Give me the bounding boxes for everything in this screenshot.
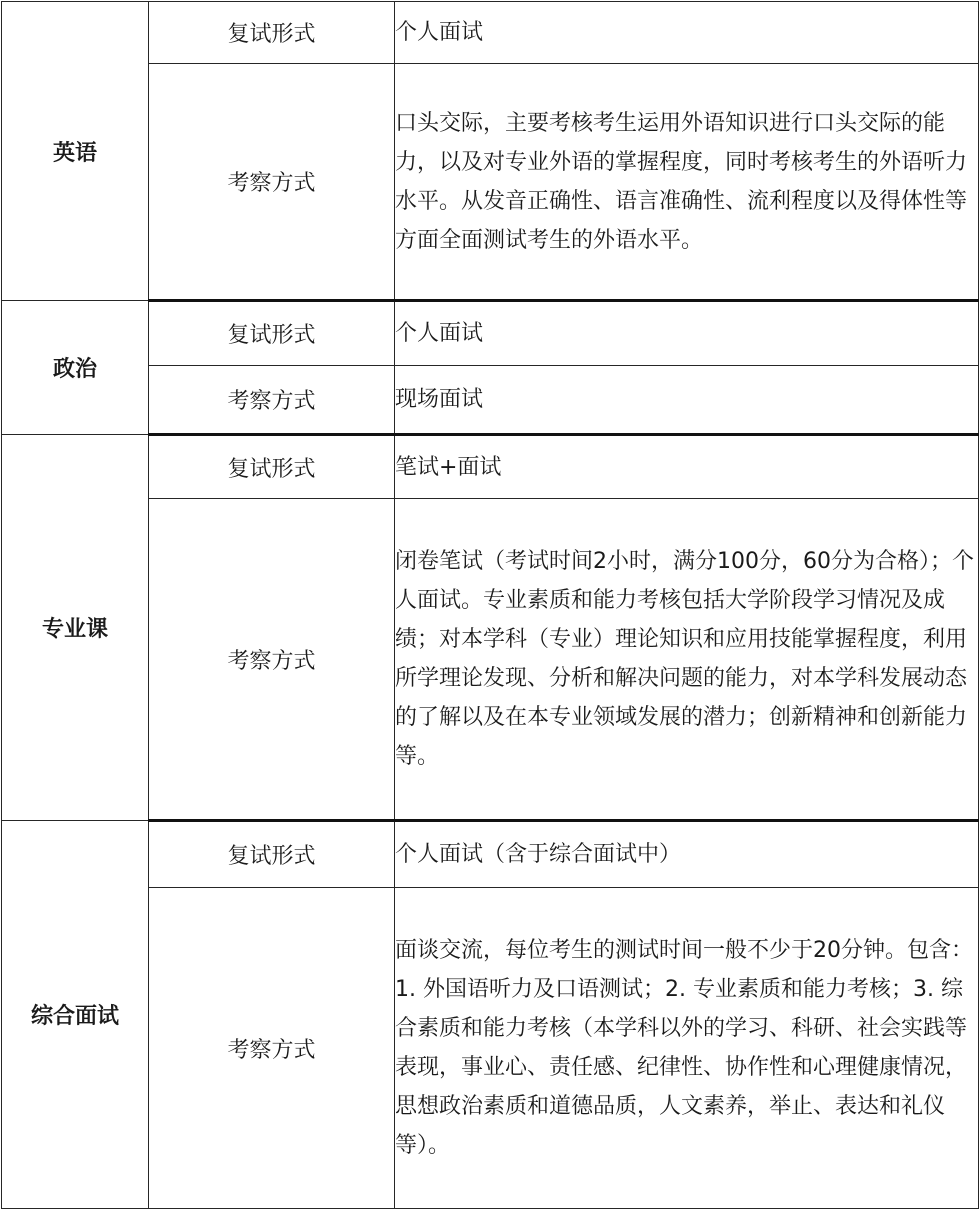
- row-value: 个人面试: [395, 301, 979, 366]
- row-label: 复试形式: [149, 2, 395, 64]
- row-value: 个人面试: [395, 2, 979, 64]
- subject-cell-major: 专业课: [2, 435, 149, 821]
- row-label: 考察方式: [149, 366, 395, 435]
- subject-cell-politics: 政治: [2, 301, 149, 435]
- table-row: [2, 499, 979, 821]
- table-row: [2, 888, 979, 1209]
- row-label: 复试形式: [149, 435, 395, 499]
- row-value: 笔试+面试: [395, 435, 979, 499]
- row-label: 复试形式: [149, 821, 395, 888]
- row-value: 个人面试（含于综合面试中）: [395, 821, 979, 888]
- table-row: [2, 821, 979, 888]
- table-row: [2, 301, 979, 366]
- table-row: [2, 366, 979, 435]
- table-row: [2, 435, 979, 499]
- exam-requirements-table: [1, 1, 979, 1209]
- row-label: 考察方式: [149, 64, 395, 301]
- subject-cell-english: 英语: [2, 2, 149, 301]
- subject-cell-interview: 综合面试: [2, 821, 149, 1209]
- row-label: 考察方式: [149, 888, 395, 1209]
- table-row: [2, 2, 979, 64]
- row-label: 考察方式: [149, 499, 395, 821]
- row-value: 面谈交流，每位考生的测试时间一般不少于20分钟。包含：1. 外国语听力及口语测试；2. 专业素质和能力考核；3. 综合素质和能力考核（本学科以外的学习、科研、社会实践等表现，事业心、责任感、纪律性、协作性和心理健康情况，思想政治素质和道德品质，人文素养，举止、表达和礼仪等）。: [395, 888, 979, 1209]
- row-value: 闭卷笔试（考试时间2小时，满分100分，60分为合格）；个人面试。专业素质和能力考核包括大学阶段学习情况及成绩；对本学科（专业）理论知识和应用技能掌握程度，利用所学理论发现、分析和解决问题的能力，对本学科发展动态的了解以及在本专业领域发展的潜力；创新精神和创新能力等。: [395, 499, 979, 821]
- row-value: 口头交际，主要考核考生运用外语知识进行口头交际的能力，以及对专业外语的掌握程度，同时考核考生的外语听力水平。从发音正确性、语言准确性、流利程度以及得体性等方面全面测试考生的外语水平。: [395, 64, 979, 301]
- table-row: [2, 64, 979, 301]
- row-label: 复试形式: [149, 301, 395, 366]
- row-value: 现场面试: [395, 366, 979, 435]
